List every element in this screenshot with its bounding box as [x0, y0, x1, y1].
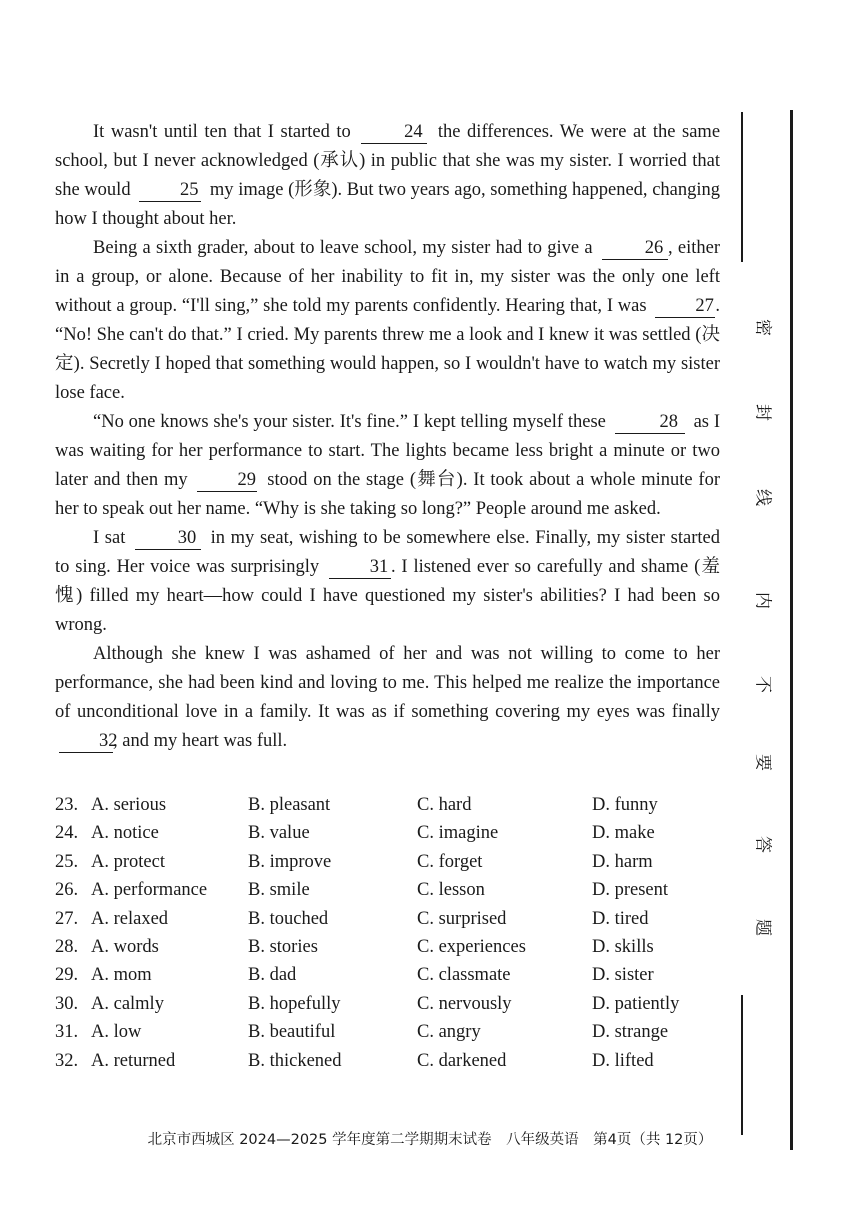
option-d: D. strange [592, 1022, 669, 1043]
option-d: D. make [592, 823, 655, 844]
blank-29: 29 [197, 469, 257, 492]
paragraph-3 [55, 408, 720, 524]
option-b: B. pleasant [248, 795, 331, 815]
passage-text: , either in a group, or alone. Because of her inability to fit in, my sister was the only one left without a group. “I'll sing,” she told my parents confidently. Hearing that, I was [55, 238, 720, 316]
option-d: D. skills [592, 936, 654, 957]
option-b: B. dad [248, 965, 297, 986]
option-d: D. patiently [592, 993, 680, 1014]
question-row [55, 965, 735, 993]
passage-text: , and my heart was full. [113, 731, 288, 751]
passage-text: the differences. We were at the same school, but I never acknowledged (承认) in public that she was my sister. I worried that she would [55, 122, 721, 200]
question-number: 26. [55, 880, 79, 901]
question-row [55, 795, 735, 823]
passage-text: . I listened ever so carefully and shame (羞愧) filled my heart—how could I have questioned my sister's abilities? I had been so wrong. [55, 557, 721, 635]
question-number: 30. [55, 993, 79, 1014]
question-row [55, 1051, 735, 1079]
blank-26: 26 [602, 237, 668, 260]
question-number: 28. [55, 936, 79, 957]
option-a: A. protect [91, 851, 165, 872]
option-b: B. beautiful [248, 1022, 336, 1043]
seal-char: 密 [752, 319, 773, 336]
option-a: A. mom [91, 965, 152, 986]
paragraph-5 [55, 640, 720, 756]
passage-text: I sat [93, 528, 126, 548]
question-number: 32. [55, 1050, 79, 1071]
option-b: B. stories [248, 936, 318, 957]
question-number: 23. [55, 795, 79, 815]
question-row [55, 1022, 735, 1050]
blank-30: 30 [135, 527, 201, 550]
option-b: B. hopefully [248, 993, 341, 1014]
question-row [55, 852, 735, 880]
question-row [55, 937, 735, 965]
option-a: A. calmly [91, 993, 164, 1014]
option-d: D. tired [592, 908, 649, 929]
binding-line-bottom [741, 995, 743, 1135]
option-d: D. funny [592, 795, 658, 815]
question-number: 25. [55, 851, 79, 872]
option-d: D. sister [592, 965, 654, 986]
paragraph-2 [55, 234, 720, 408]
option-a: A. performance [91, 880, 208, 901]
option-d: D. present [592, 880, 669, 901]
option-a: A. serious [91, 795, 167, 815]
question-number: 31. [55, 1022, 79, 1043]
seal-char: 内 [752, 592, 773, 609]
answer-options [55, 795, 735, 1079]
cloze-passage [55, 118, 720, 756]
question-row [55, 909, 735, 937]
option-d: D. lifted [592, 1050, 654, 1071]
passage-text: Being a sixth grader, about to leave school, my sister had to give a [93, 238, 593, 258]
seal-char: 不 [752, 676, 773, 693]
seal-char: 封 [752, 404, 773, 421]
passage-text: Although she knew I was ashamed of her and was not willing to come to her performance, she had been kind and loving to me. This helped me realize the importance of unconditional love in a family. It was as if something covering my eyes was finally [55, 644, 720, 722]
paragraph-4 [55, 524, 720, 640]
option-c: C. hard [417, 795, 472, 815]
passage-text: . “No! She can't do that.” I cried. My parents threw me a look and I knew it was settled (决定). Secretly I hoped that something would happen, so I wouldn't have to watch my sister lose face. [55, 296, 720, 403]
seal-char: 要 [752, 754, 773, 771]
blank-28: 28 [615, 411, 685, 434]
question-row [55, 880, 735, 908]
option-d: D. harm [592, 851, 653, 872]
page-footer: 北京市西城区 2024—2025 学年度第二学期期末试卷 八年级英语 第4页（共 12页） [147, 1132, 713, 1148]
question-row [55, 823, 735, 851]
blank-32: 32 [59, 730, 113, 753]
binding-line-top [741, 112, 743, 262]
passage-text: “No one knows she's your sister. It's fine.” I kept telling myself these [93, 412, 606, 432]
blank-24: 24 [361, 121, 427, 144]
passage-text: It wasn't until ten that I started to [93, 122, 351, 142]
option-a: A. returned [91, 1050, 176, 1071]
option-a: A. notice [91, 823, 159, 844]
option-c: C. nervously [417, 993, 512, 1014]
passage-text: in my seat, wishing to be somewhere else. Finally, my sister started to sing. Her voice was surprisingly [55, 528, 720, 577]
option-b: B. smile [248, 880, 310, 901]
option-a: A. low [91, 1022, 142, 1043]
blank-25: 25 [139, 179, 201, 202]
binding-line [790, 110, 793, 1150]
option-a: A. relaxed [91, 908, 169, 929]
option-b: B. touched [248, 908, 329, 929]
seal-char: 答 [752, 836, 773, 853]
option-c: C. surprised [417, 908, 507, 929]
option-a: A. words [91, 936, 159, 957]
option-c: C. experiences [417, 936, 526, 957]
paragraph-1 [55, 118, 720, 234]
option-c: C. lesson [417, 880, 485, 901]
question-number: 24. [55, 823, 79, 844]
question-number: 29. [55, 965, 79, 986]
passage-text: as I was waiting for her performance to start. The lights became less bright a minute or two later and then my [55, 412, 721, 490]
question-number: 27. [55, 908, 79, 929]
option-c: C. imagine [417, 823, 499, 844]
option-c: C. darkened [417, 1050, 507, 1071]
question-row [55, 994, 735, 1022]
blank-27: 27 [655, 295, 715, 318]
option-b: B. improve [248, 851, 332, 872]
passage-text: stood on the stage (舞台). It took about a whole minute for her to speak out her name. “Why is she taking so long?” People around me asked. [55, 470, 720, 519]
option-c: C. angry [417, 1022, 481, 1043]
passage-text: my image (形象). But two years ago, something happened, changing how I thought about her. [55, 180, 721, 229]
blank-31: 31 [329, 556, 391, 579]
option-b: B. value [248, 823, 310, 844]
option-b: B. thickened [248, 1050, 342, 1071]
seal-char: 线 [752, 489, 773, 506]
option-c: C. classmate [417, 965, 511, 986]
option-c: C. forget [417, 851, 483, 872]
seal-char: 题 [752, 919, 773, 936]
